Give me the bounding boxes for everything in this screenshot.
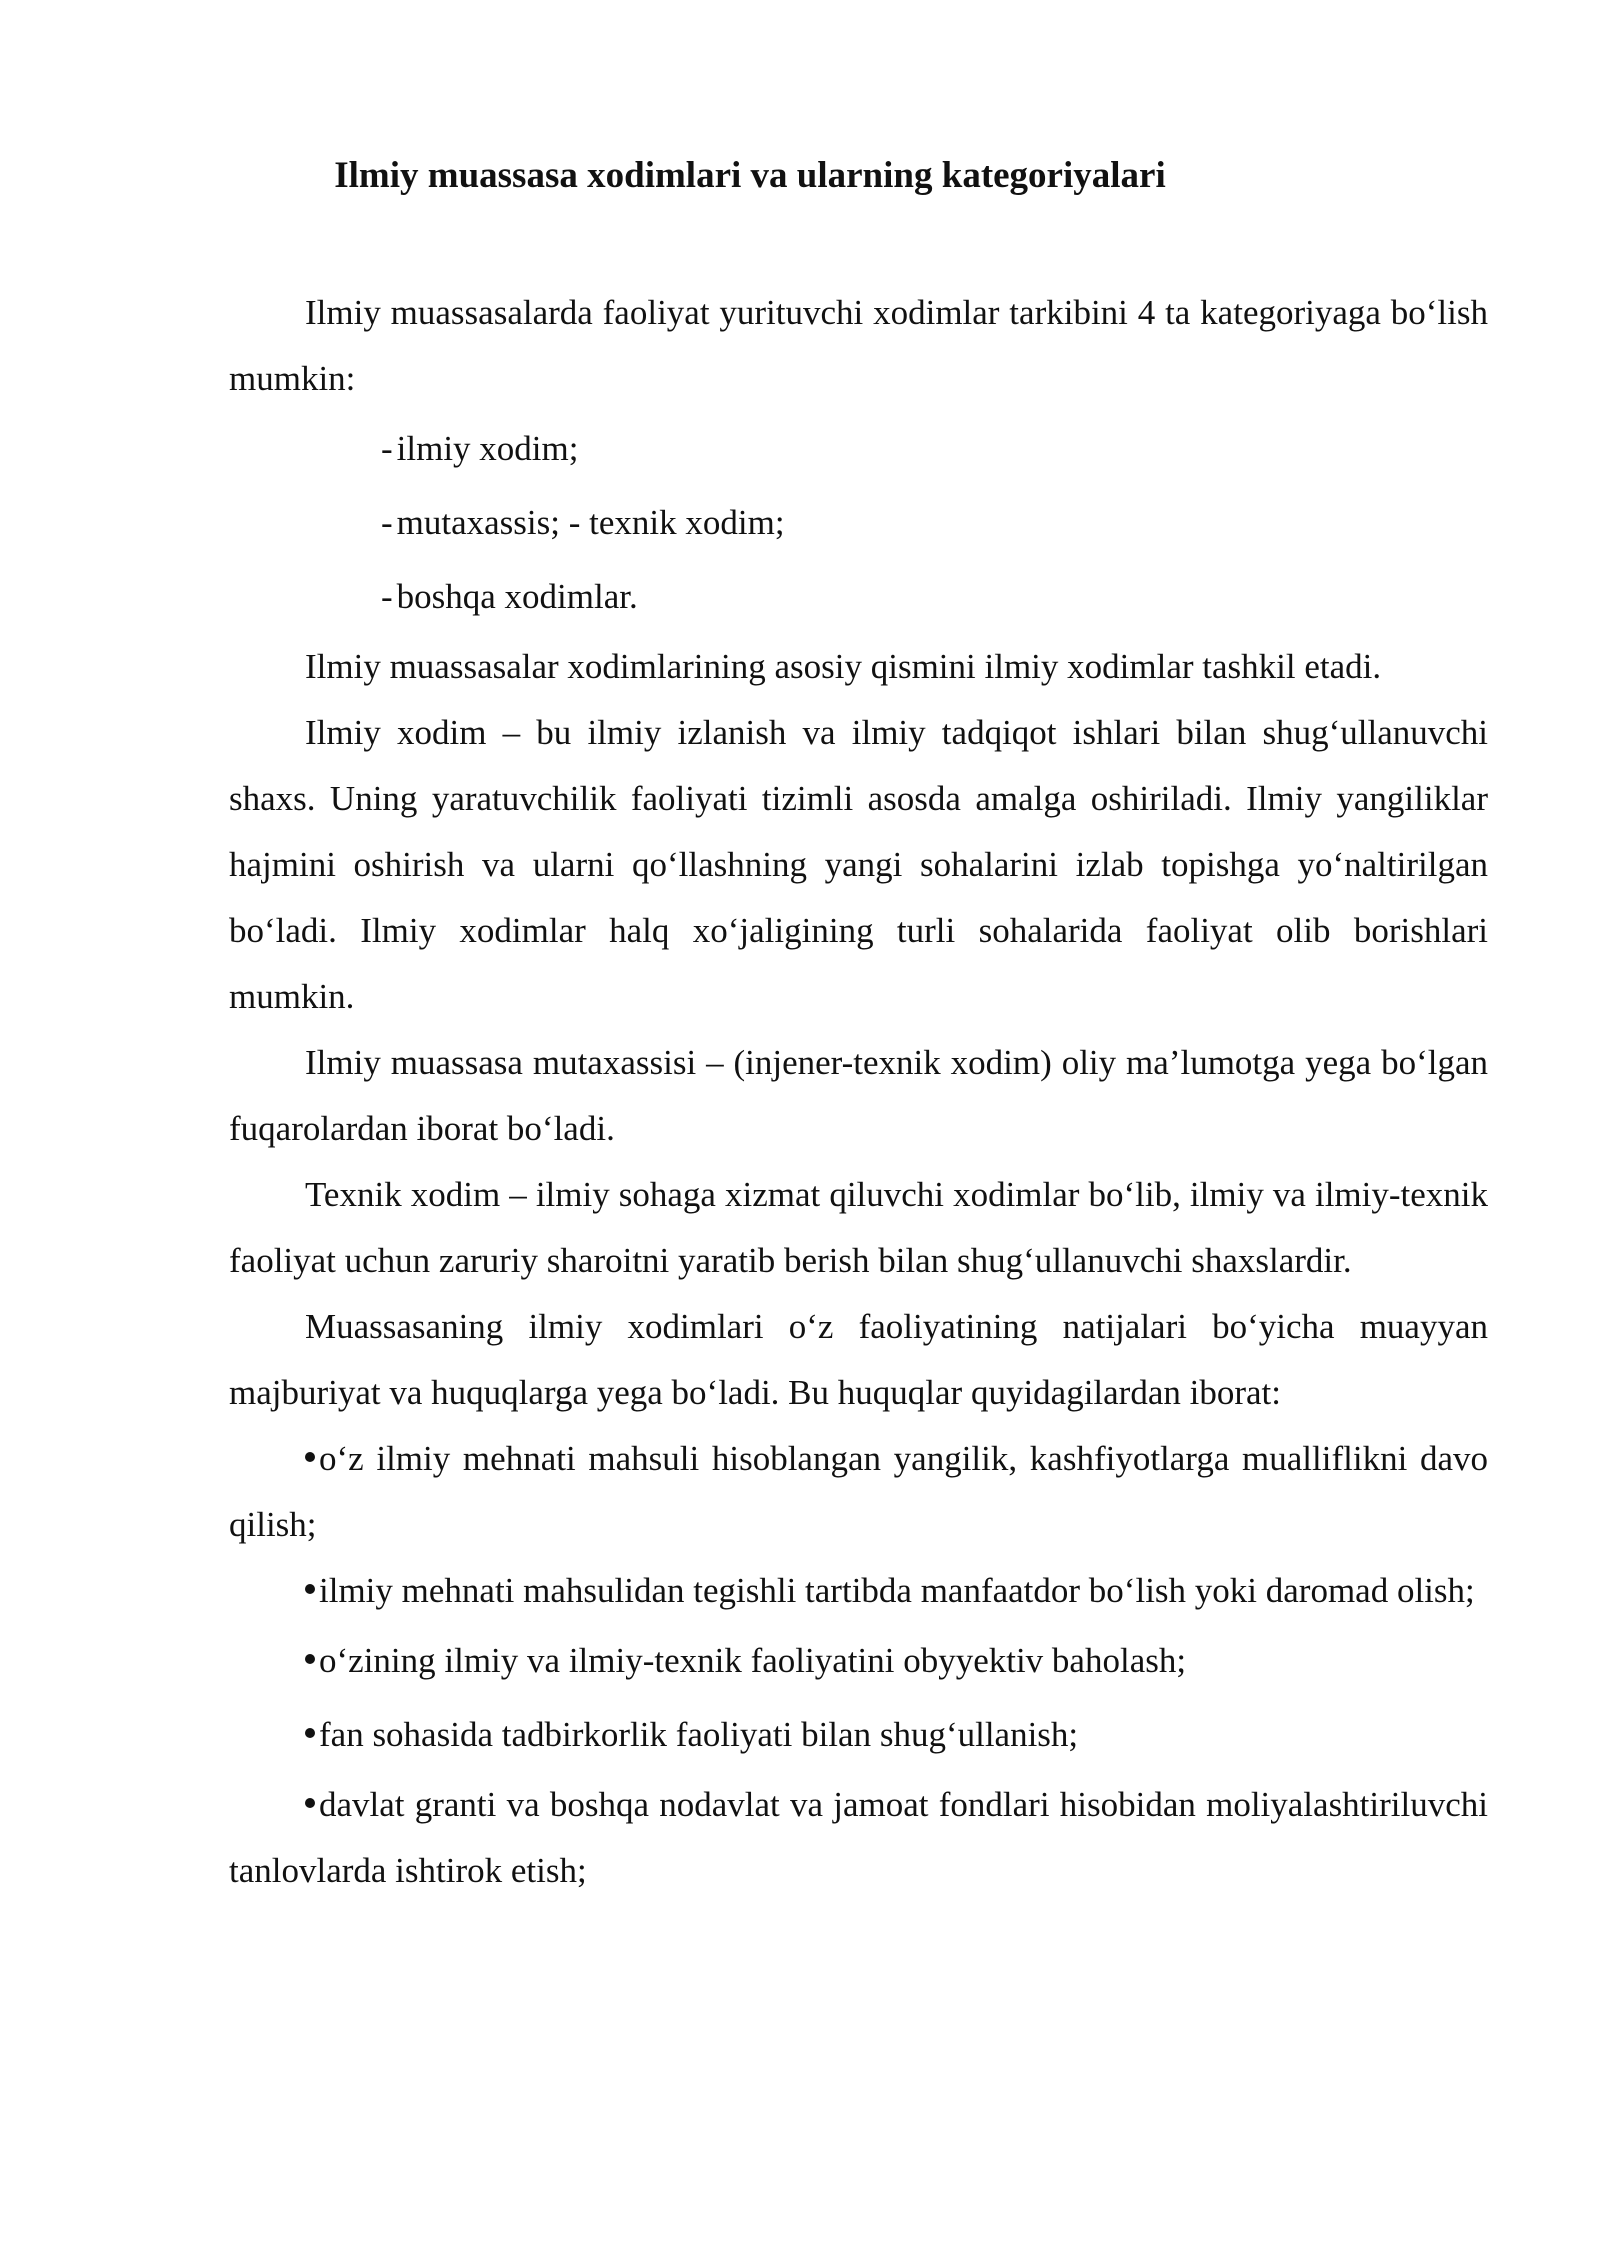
- dash-list-item: [229, 486, 1488, 560]
- dash-list-item: [229, 412, 1488, 486]
- paragraph-intro: Ilmiy muassasalarda faoliyat yurituvchi xodimlar tarkibini 4 ta kategoriyaga bo‘lish mumkin:: [229, 293, 1488, 398]
- bullet-list-item-text: ilmiy mehnati mahsulidan tegishli tartibda manfaatdor bo‘lish yoki daromad olish;: [319, 1571, 1475, 1610]
- dash-list-item: [229, 560, 1488, 634]
- paragraph-main-part: Ilmiy muassasalar xodimlarining asosiy qismini ilmiy xodimlar tashkil etadi.: [305, 647, 1382, 686]
- bullet-list-item-text: fan sohasida tadbirkorlik faoliyati bilan shug‘ullanish;: [319, 1715, 1079, 1754]
- dash-marker: -: [381, 503, 393, 542]
- dash-list-item-text: boshqa xodimlar.: [396, 577, 638, 616]
- bullet-icon: [305, 1728, 315, 1738]
- bullet-list-item: [229, 1772, 1488, 1904]
- bullet-icon: [305, 1452, 315, 1462]
- bullet-icon: [305, 1798, 315, 1808]
- bullet-list-item: [229, 1698, 1488, 1772]
- bullet-list-item-text: o‘z ilmiy mehnati mahsuli hisoblangan yangilik, kashfiyotlarga mualliflikni davo qilish;: [229, 1439, 1488, 1544]
- paragraph-specialist: Ilmiy muassasa mutaxassisi – (injener-texnik xodim) oliy ma’lumotga yega bo‘lgan fuqarolardan iborat bo‘ladi.: [229, 1043, 1488, 1148]
- dash-list-item-text: mutaxassis; - texnik xodim;: [396, 503, 785, 542]
- bullet-list-item-text: davlat granti va boshqa nodavlat va jamoat fondlari hisobidan moliyalashtiriluvchi tanlovlarda ishtirok etish;: [229, 1785, 1488, 1890]
- bullet-list-item: [229, 1558, 1488, 1624]
- bullet-list-item: [229, 1426, 1488, 1558]
- bullet-list-item-text: o‘zining ilmiy va ilmiy-texnik faoliyatini obyyektiv baholash;: [319, 1641, 1187, 1680]
- document-body: [229, 280, 1488, 1904]
- paragraph-rights-intro: Muassasaning ilmiy xodimlari o‘z faoliyatining natijalari bo‘yicha muayyan majburiyat va huquqlarga yega bo‘ladi. Bu huquqlar quyidagilardan iborat:: [229, 1307, 1488, 1412]
- dash-marker: -: [381, 577, 393, 616]
- bullet-icon: [305, 1584, 315, 1594]
- paragraph-technical-worker: Texnik xodim – ilmiy sohaga xizmat qiluvchi xodimlar bo‘lib, ilmiy va ilmiy-texnik faoliyat uchun zaruriy sharoitni yaratib berish bilan shug‘ullanuvchi shaxslardir.: [229, 1175, 1488, 1280]
- paragraph-scientific-worker: Ilmiy xodim – bu ilmiy izlanish va ilmiy tadqiqot ishlari bilan shug‘ullanuvchi shaxs. Uning yaratuvchilik faoliyati tizimli asosda amalga oshiriladi. Ilmiy yangiliklar hajmini oshirish va ularni qo‘llashning yangi sohalarini izlab topishga yo‘naltirilgan bo‘ladi. Ilmiy xodimlar halq xo‘jaligining turli sohalarida faoliyat olib borishlari mumkin.: [229, 713, 1488, 1016]
- bullet-list-item: [229, 1624, 1488, 1698]
- dash-marker: -: [381, 429, 393, 468]
- dash-list-item-text: ilmiy xodim;: [396, 429, 579, 468]
- bullet-icon: [305, 1654, 315, 1664]
- document-title: Ilmiy muassasa xodimlari va ularning kategoriyalari: [334, 155, 1166, 196]
